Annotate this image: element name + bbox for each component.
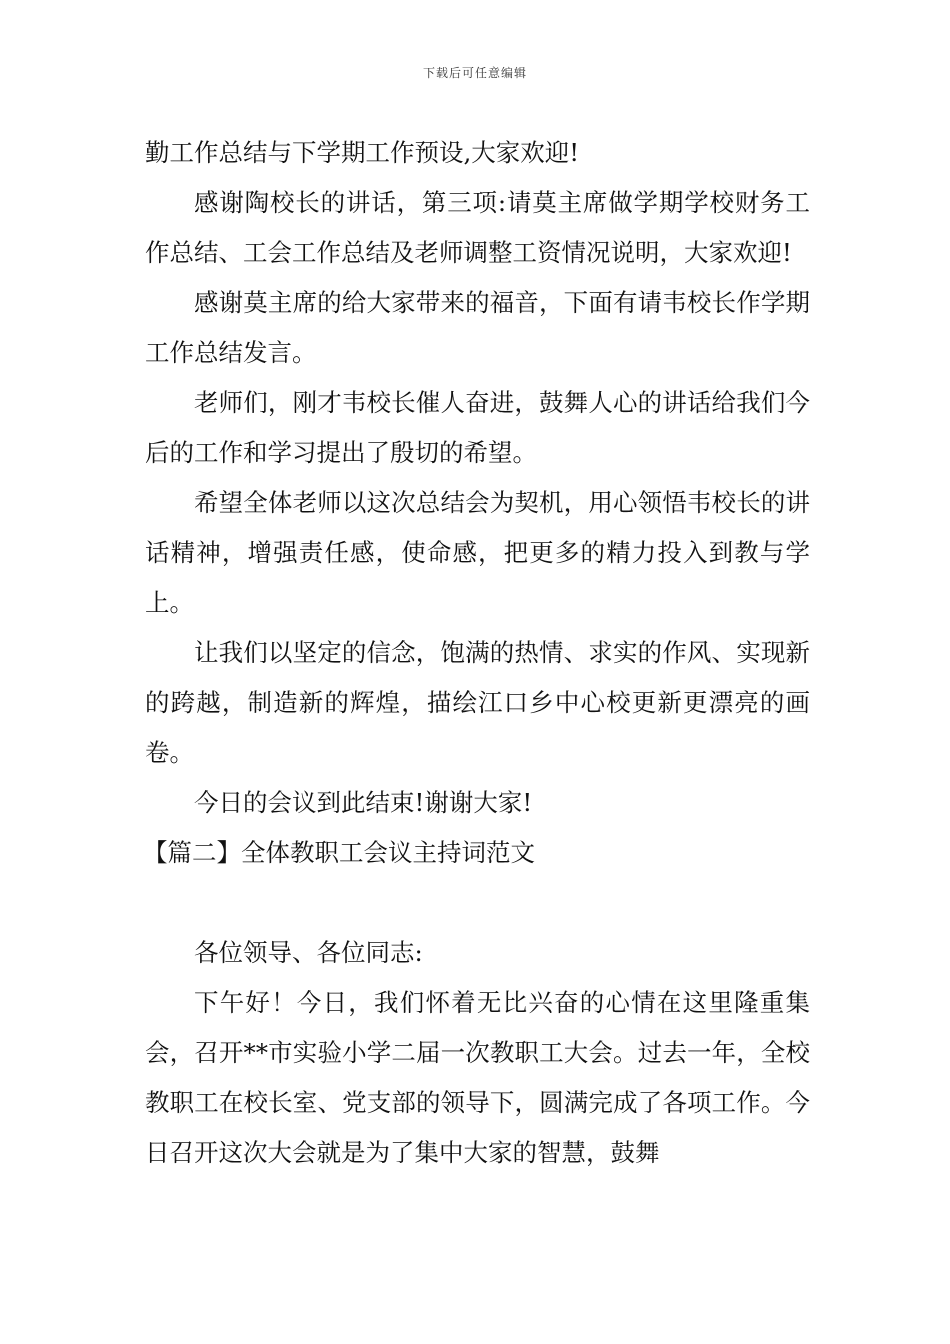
paragraph: 勤工作总结与下学期工作预设,大家欢迎! xyxy=(145,138,580,167)
paragraph: 今日的会议到此结束!谢谢大家! xyxy=(194,788,533,817)
page-header: 下载后可任意编辑 xyxy=(422,66,527,80)
paragraph: 感谢莫主席的给大家带来的福音，下面有请韦校长作学期工作总结发言。 xyxy=(145,288,810,367)
document-body xyxy=(145,128,810,1178)
paragraph: 各位领导、各位同志: xyxy=(194,938,423,967)
blank-line xyxy=(145,878,810,928)
paragraph: 感谢陶校长的讲话，第三项:请莫主席做学期学校财务工作总结、工会工作总结及老师调整工资情况说明，大家欢迎! xyxy=(145,188,810,267)
paragraph: 希望全体老师以这次总结会为契机，用心领悟韦校长的讲话精神，增强责任感，使命感，把更多的精力投入到教与学上。 xyxy=(145,488,810,617)
section-heading: 【篇二】全体教职工会议主持词范文 xyxy=(143,838,535,867)
paragraph: 下午好！今日，我们怀着无比兴奋的心情在这里隆重集会，召开**市实验小学二届一次教职工大会。过去一年，全校教职工在校长室、党支部的领导下，圆满完成了各项工作。今日召开这次大会就是为了集中大家的智慧，鼓舞 xyxy=(145,988,810,1167)
paragraph: 让我们以坚定的信念，饱满的热情、求实的作风、实现新的跨越，制造新的辉煌，描绘江口乡中心校更新更漂亮的画卷。 xyxy=(145,638,810,767)
paragraph: 老师们，刚才韦校长催人奋进，鼓舞人心的讲话给我们今后的工作和学习提出了殷切的希望。 xyxy=(145,388,810,467)
